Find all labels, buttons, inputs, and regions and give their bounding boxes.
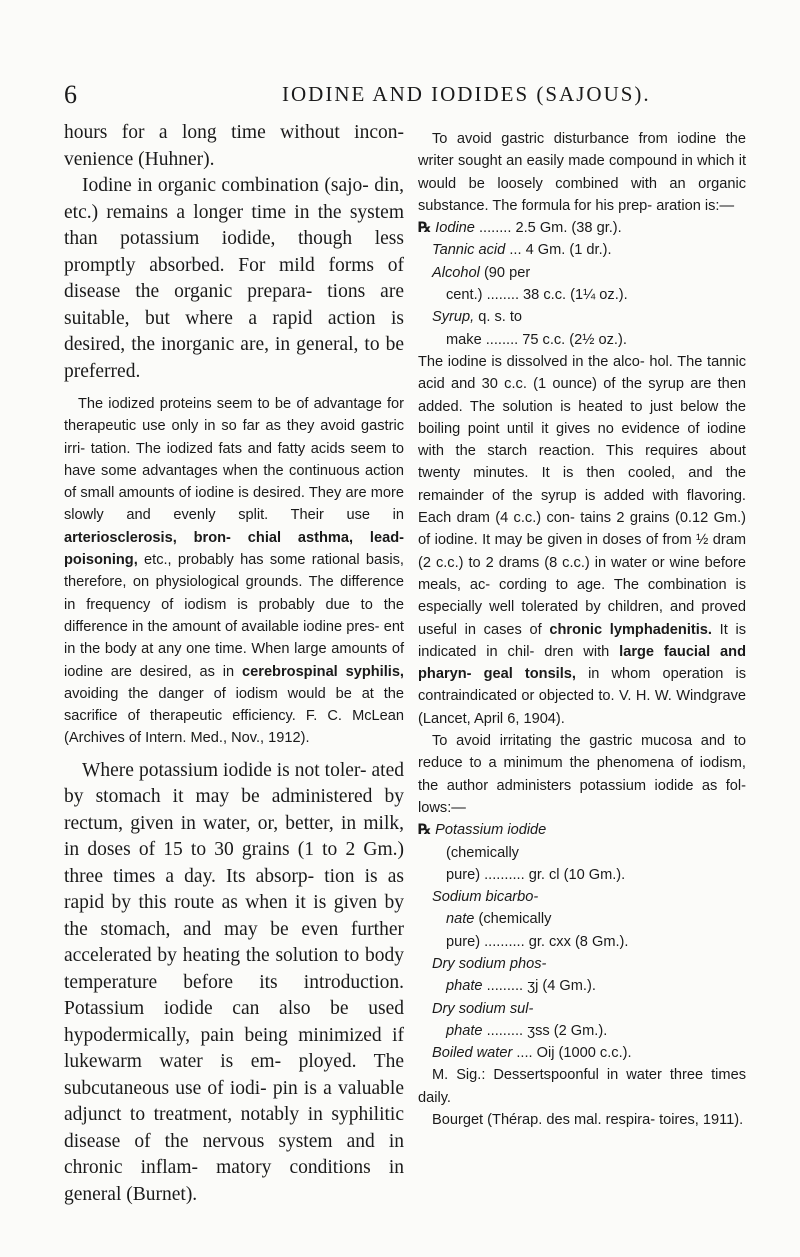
rx1-drug: cent.) <box>446 287 483 304</box>
left-column <box>64 120 404 1208</box>
rx2-line-11 <box>418 1042 746 1064</box>
rx2-drug: phate <box>446 1022 483 1039</box>
rx1-drug: Alcohol <box>432 264 480 281</box>
rx1-amount: ........ 38 c.c. (1¼ oz.). <box>486 287 628 304</box>
right-p2-bold-b: large faucial and pharyn- geal tonsils, <box>418 643 746 683</box>
rx1-line-6 <box>418 329 746 351</box>
rx2-line-9 <box>418 998 746 1020</box>
rx1-line-5 <box>418 306 746 328</box>
rx2-amount: ......... ʒss (2 Gm.). <box>486 1022 608 1039</box>
rx2-drug: Boiled water <box>432 1045 513 1062</box>
running-title: IODINE AND IODIDES (SAJOUS). <box>282 82 651 106</box>
prescription-1 <box>418 217 746 351</box>
rx-symbol-icon: ℞ <box>418 822 432 839</box>
left-paragraph-2: Iodine in organic combination (sajo- din, etc.) remains a longer time in the system than potassium iodide, though less promptly absorbed. For mild forms of disease the organic prepara- tions are suitable, but where a rapid action is desired, the inorganic are, in general, to be preferred. <box>64 175 404 382</box>
rx1-drug: Syrup, <box>432 309 475 326</box>
left-paragraph-3-small <box>64 393 404 750</box>
rx2-amount: (chemically <box>478 911 552 928</box>
rx2-drug: Dry sodium phos- <box>432 955 547 972</box>
rx1-drug: Tannic acid <box>432 242 506 259</box>
rx2-drug: Sodium bicarbo- <box>432 889 539 906</box>
rx2-line-3 <box>418 864 746 886</box>
rx2-amount: (chemically <box>446 844 519 861</box>
rx1-amount: ........ 2.5 Gm. (38 gr.). <box>478 220 622 237</box>
left-p3-text-a: The iodized proteins seem to be of advantage for therapeutic use only in so far as they avoid gastric irri- tation. The iodized fats and fatty acids seem to have some advantages when the continuous action of small amounts of iodine is desired. They are more slowly and evenly split. Their use in <box>64 396 404 524</box>
rx2-line-10 <box>418 1020 746 1042</box>
rx2-line-4 <box>418 886 746 908</box>
rx2-amount: pure) .......... gr. cl (10 Gm.). <box>446 866 626 883</box>
rx1-drug: make <box>446 331 482 348</box>
right-p2-text-a: The iodine is dissolved in the alco- hol. The tannic acid and 30 c.c. (1 ounce) of the syrup are then added. The solution is heated to just below the boiling point until it gives no evidence of iodine with the starch reaction. This requires about twenty minutes. It is then cooled, and the remainder of the syrup is added with flavoring. Each dram (4 c.c.) con- tains 2 grains (0.12 Gm.) of iodine. It may be given in doses of from ½ dram (2 c.c.) to 2 drams (8 c.c.) in water or wine before meals, ac- cording to age. The combination is especially well tolerated by children, and proved useful in cases of <box>418 353 746 638</box>
rx2-drug: nate <box>446 911 475 928</box>
rx1-drug: Iodine <box>435 220 475 237</box>
rx2-line-1 <box>418 819 746 841</box>
left-p3-bold-b: cerebrospinal syphilis, <box>242 663 404 680</box>
left-p3-text-b: etc., probably has some rational basis, therefore, on physiological grounds. The difference in frequency of iodism is probably due to the difference in the amount of available iodine pres- ent in the body at any one time. When large amounts of iodine are desired, as in <box>64 552 404 680</box>
right-paragraph-3: To avoid irritating the gastric mucosa and to reduce to a minimum the phenomena of iodism, the author administers potassium iodide as fol- lows:— <box>418 733 746 816</box>
rx2-line-7 <box>418 953 746 975</box>
rx2-amount: .... Oij (1000 c.c.). <box>516 1045 632 1062</box>
rx1-amount: q. s. to <box>478 309 523 326</box>
right-p2-text-b: It is indicated in chil- dren with <box>418 621 747 660</box>
right-p2-text-c: in whom operation is contraindicated or objected to. V. H. W. Windgrave (Lancet, April 6, 1904). <box>418 666 746 727</box>
left-paragraph-4: Where potassium iodide is not toler- ated by stomach it may be administered by rectum, given in water, or, better, in milk, in doses of 15 to 30 grains (1 to 2 Gm.) three times a day. Its absorp- tion is as rapid by this route as when it is given by the stomach, and may be even further accelerated by heating the solution to body temperature before its introduction. Potassium iodide can also be used hypodermically, pain being minimized if lukewarm water is em- ployed. The subcutaneous use of iodi- pin is a valuable adjunct to treatment, notably in syphilitic disease of the nervous system and in chronic inflam- matory conditions in general (Burnet). <box>64 759 404 1205</box>
rx1-amount: ... 4 Gm. (1 dr.). <box>509 242 612 259</box>
rx2-drug: Dry sodium sul- <box>432 1000 534 1017</box>
page-number: 6 <box>64 80 78 109</box>
rx1-amount: (90 per <box>483 264 531 281</box>
rx2-amount: ......... ʒj (4 Gm.). <box>486 978 596 995</box>
citation: Bourget (Thérap. des mal. respira- toires, 1911). <box>432 1112 744 1129</box>
left-p3-bold-a: arteriosclerosis, bron- chial asthma, lead-poisoning, <box>64 529 404 569</box>
left-p3-text-c: avoiding the danger of iodism would be at the sacrifice of therapeutic efficiency. F. C. McLean (Archives of Intern. Med., Nov., 1912). <box>64 685 404 747</box>
right-paragraph-2 <box>418 351 746 730</box>
right-paragraph-1: To avoid gastric disturbance from iodine the writer sought an easily made compound in which it would be loosely combined with an organic substance. The formula for his prep- aration is:— <box>418 131 746 214</box>
sig-line: M. Sig.: Dessertspoonful in water three times daily. <box>418 1067 746 1106</box>
rx1-amount: ........ 75 c.c. (2½ oz.). <box>485 331 627 348</box>
rx1-line-4 <box>418 284 746 306</box>
rx2-line-2 <box>418 842 746 864</box>
rx1-line-3 <box>418 262 746 284</box>
rx2-drug: Potassium iodide <box>435 822 547 839</box>
rx2-line-8 <box>418 975 746 997</box>
rx2-amount: pure) .......... gr. cxx (8 Gm.). <box>446 933 629 950</box>
rx2-line-6 <box>418 931 746 953</box>
rx1-line-1 <box>418 217 746 239</box>
left-paragraph-1: hours for a long time without incon- venience (Huhner). <box>64 122 404 170</box>
rx-symbol-icon: ℞ <box>418 220 432 237</box>
rx1-line-2 <box>418 239 746 261</box>
prescription-2 <box>418 819 746 1064</box>
right-p2-bold-a: chronic lymphadenitis. <box>549 621 712 638</box>
right-column <box>418 128 746 1131</box>
rx2-drug: phate <box>446 978 483 995</box>
rx2-line-5 <box>418 908 746 930</box>
